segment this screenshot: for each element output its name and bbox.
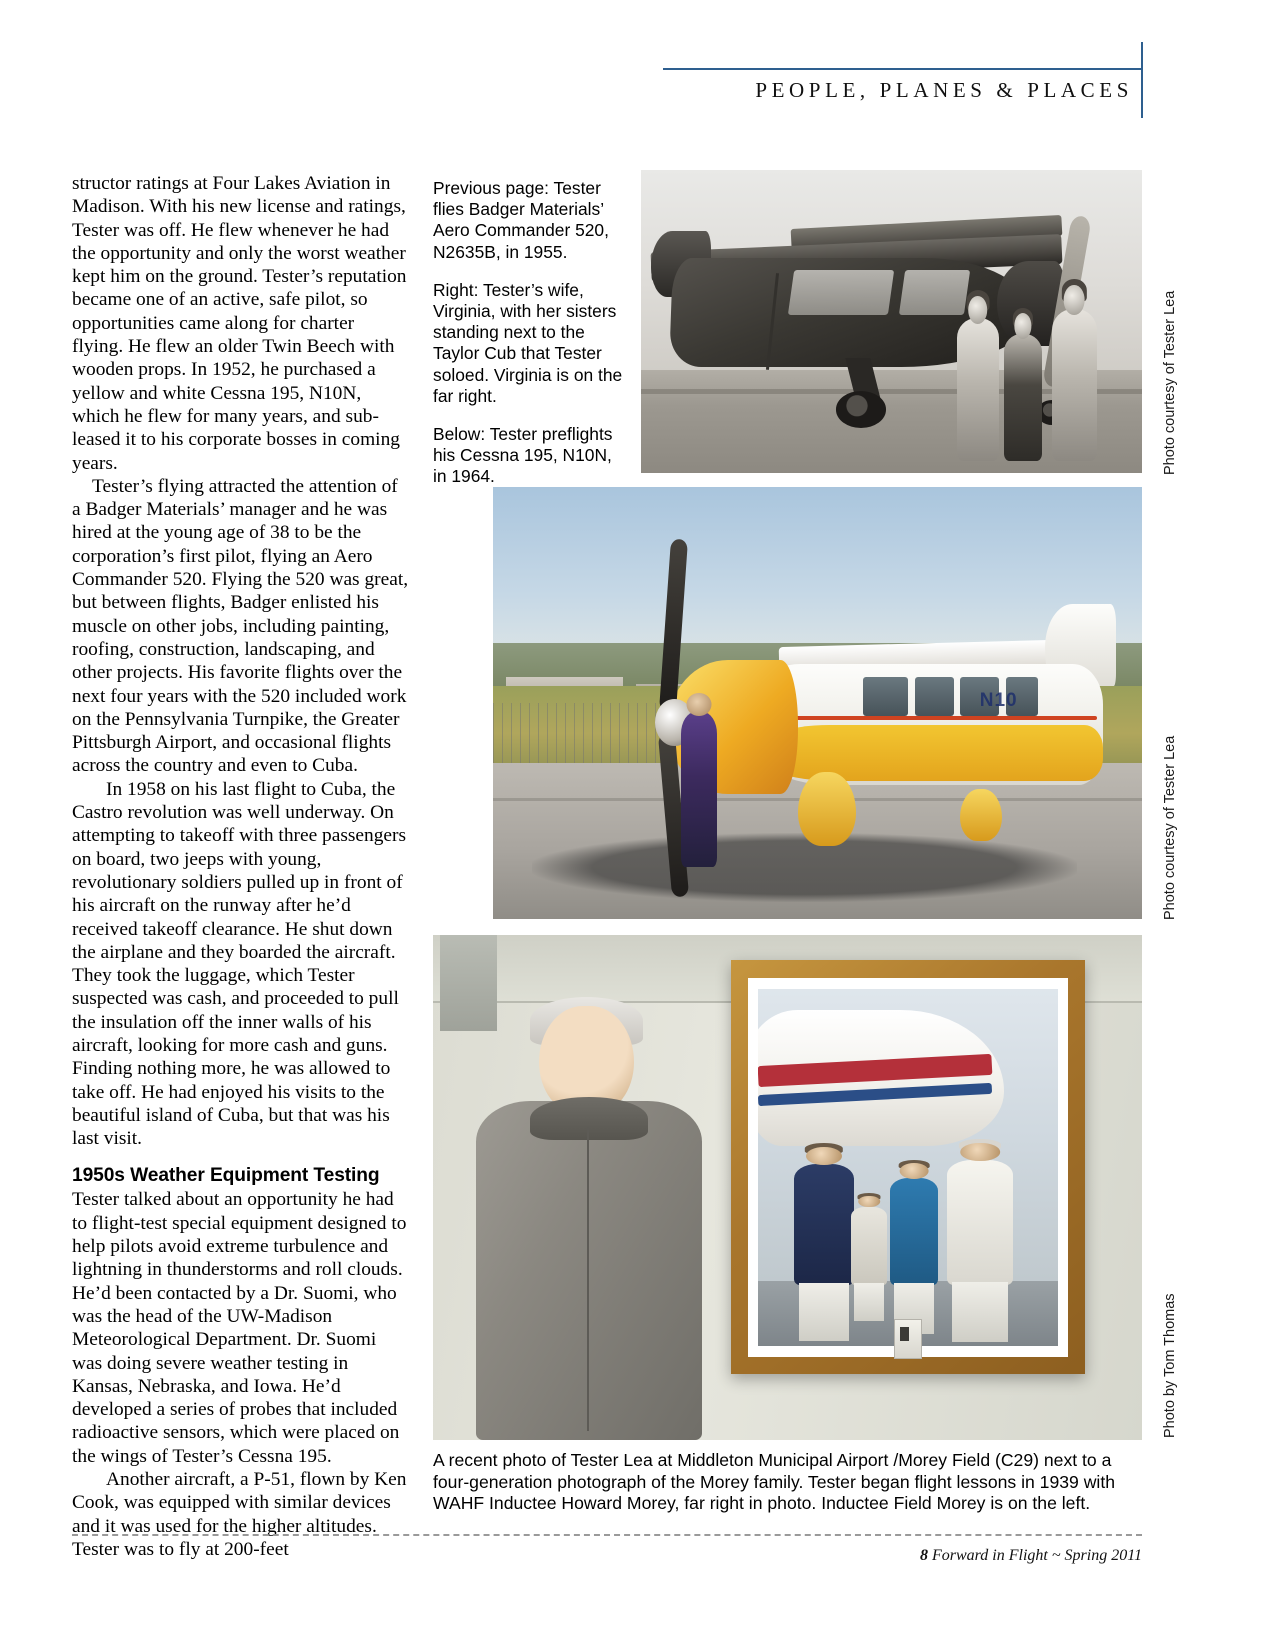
cabin-window [898, 270, 970, 315]
aircraft-shadow [532, 833, 1077, 902]
family-figure-child [851, 1207, 887, 1285]
jacket-zipper [587, 1127, 589, 1431]
aircraft-registration: N10 [979, 690, 1018, 712]
tester-lea-figure [476, 1006, 703, 1440]
running-head-tick [1141, 42, 1143, 118]
family-figure [794, 1164, 854, 1285]
footer-divider [72, 1534, 1142, 1536]
head [858, 1196, 880, 1208]
family-figure-howard-morey [947, 1160, 1013, 1285]
person-figure [1004, 334, 1042, 461]
framed-family-photograph [758, 989, 1058, 1346]
page-number: 8 [920, 1547, 928, 1564]
photo-tester-lea-portrait [433, 935, 1142, 1440]
collar [530, 1097, 648, 1140]
photo-credit-portrait: Photo by Tom Thomas [1162, 1293, 1178, 1438]
wheel-fairing [960, 789, 1002, 841]
head [960, 1143, 1000, 1162]
body-paragraph: Tester talked about an opportunity he had to flight-test special equipment designed to help pilots avoid extreme turbulence and lightning in thunderstorms and roll clouds. He’d been contacted by a Dr. Suomi, who was the head of the UW-Madison Meteorological Department. Dr. Suomi was doing severe weather testing in Kansas, Nebraska, and Iowa. He’d developed a series of probes that included radioactive sensors, which were placed on the wings of Tester’s Cessna 195. [72, 1189, 407, 1467]
person-figure [681, 712, 717, 868]
photo-caption-column [433, 178, 629, 488]
body-paragraph: Another aircraft, a P-51, flown by Ken Cook, was equipped with similar devices and it was used for the higher altitudes. Tester was to fly at 200-feet [72, 1469, 407, 1560]
cabin-window [915, 677, 954, 716]
caption-below: Below: Tester preflights his Cessna 195, N10N, in 1964. [433, 424, 613, 487]
frame-mat [748, 978, 1067, 1357]
section-subheading: 1950s Weather Equipment Testing [72, 1165, 380, 1187]
head [900, 1163, 929, 1179]
caption-right: Right: Tester’s wife, Virginia, with her sisters standing next to the Taylor Cub that Tester soloed. Virginia is on the far right. [433, 279, 623, 406]
photo-taylor-cub [641, 170, 1142, 473]
person-figure [957, 318, 1000, 460]
footer [642, 1547, 1142, 1565]
head [806, 1147, 842, 1165]
publication-name: Forward in Flight ~ Spring 2011 [932, 1547, 1142, 1564]
article-body-column [72, 172, 409, 1561]
head [687, 693, 712, 716]
head [1064, 285, 1085, 315]
jacket [476, 1101, 703, 1440]
red-trim-stripe [759, 716, 1096, 720]
photo-credit-cub: Photo courtesy of Tester Lea [1162, 290, 1178, 475]
body-paragraph: In 1958 on his last flight to Cuba, the Castro revolution was well underway. On attempting to takeoff with three passengers on board, two jeeps with young, revolutionary soldiers pulled up in front of his aircraft on the runway after he’d received takeoff clearance. He shut down the airplane and they boarded the aircraft. They took the luggage, which Tester suspected was cash, and proceeded to pull the insulation off the inner walls of his aircraft, looking for more cash and guns. Finding nothing more, he was allowed to take off. He had enjoyed his visits to the beautiful island of Cuba, but that was his last visit. [72, 778, 407, 1150]
head [1014, 313, 1031, 338]
bottom-photo-caption: A recent photo of Tester Lea at Middleton Municipal Airport /Morey Field (C29) next to a four-generation photograph of the Morey family. Tester began flight lessons in 1939 with WAHF Inductee Howard Morey, far right in photo. Inductee Field Morey is on the left. [433, 1450, 1115, 1514]
body-paragraph: structor ratings at Four Lakes Aviation in Madison. With his new license and ratings, Tester was off. He flew whenever he had the opportunity and only the worst weather kept him on the ground. Tester’s reputation became one of an active, safe pilot, so opportunities came along for charter flying. He flew an older Twin Beech with wooden props. In 1952, he purchased a yellow and white Cessna 195, N10N, which he flew for many years, and sub-leased it to his corporate bosses in coming years. [72, 173, 407, 474]
running-head-rule [663, 68, 1143, 70]
yellow-paint-band [753, 725, 1103, 781]
head [968, 296, 988, 324]
wheel-fairing [798, 772, 856, 845]
running-head [663, 68, 1143, 128]
wall-thermostat [894, 1319, 922, 1359]
photo-cessna-195 [493, 487, 1142, 919]
person-figure [1052, 309, 1097, 461]
caption-previous-page: Previous page: Tester flies Badger Materials’ Aero Commander 520, N2635B, in 1955. [433, 178, 609, 262]
body-paragraph: Tester’s flying attracted the attention of a Badger Materials’ manager and he was hired at the young age of 38 to be the corporation’s first pilot, flying an Aero Commander 520. Flying the 520 was great, but between flights, Badger enlisted his muscle on other jobs, including painting, roofing, construction, landscaping, and other projects. His favorite flights over the next four years with the 520 included work on the Pennsylvania Turnpike, the Greater Pittsburgh Airport, and occasional flights across the country and even to Cuba. [72, 475, 409, 777]
running-head-title: PEOPLE, PLANES & PLACES [755, 78, 1133, 102]
cabin-window [863, 677, 908, 716]
main-wheel [836, 391, 886, 427]
photo-credit-cessna: Photo courtesy of Tester Lea [1162, 735, 1178, 920]
family-figure [890, 1178, 938, 1285]
legs [799, 1283, 849, 1341]
legs [854, 1283, 884, 1321]
legs [952, 1282, 1007, 1342]
picture-frame [731, 960, 1086, 1374]
cabin-window [788, 270, 895, 315]
